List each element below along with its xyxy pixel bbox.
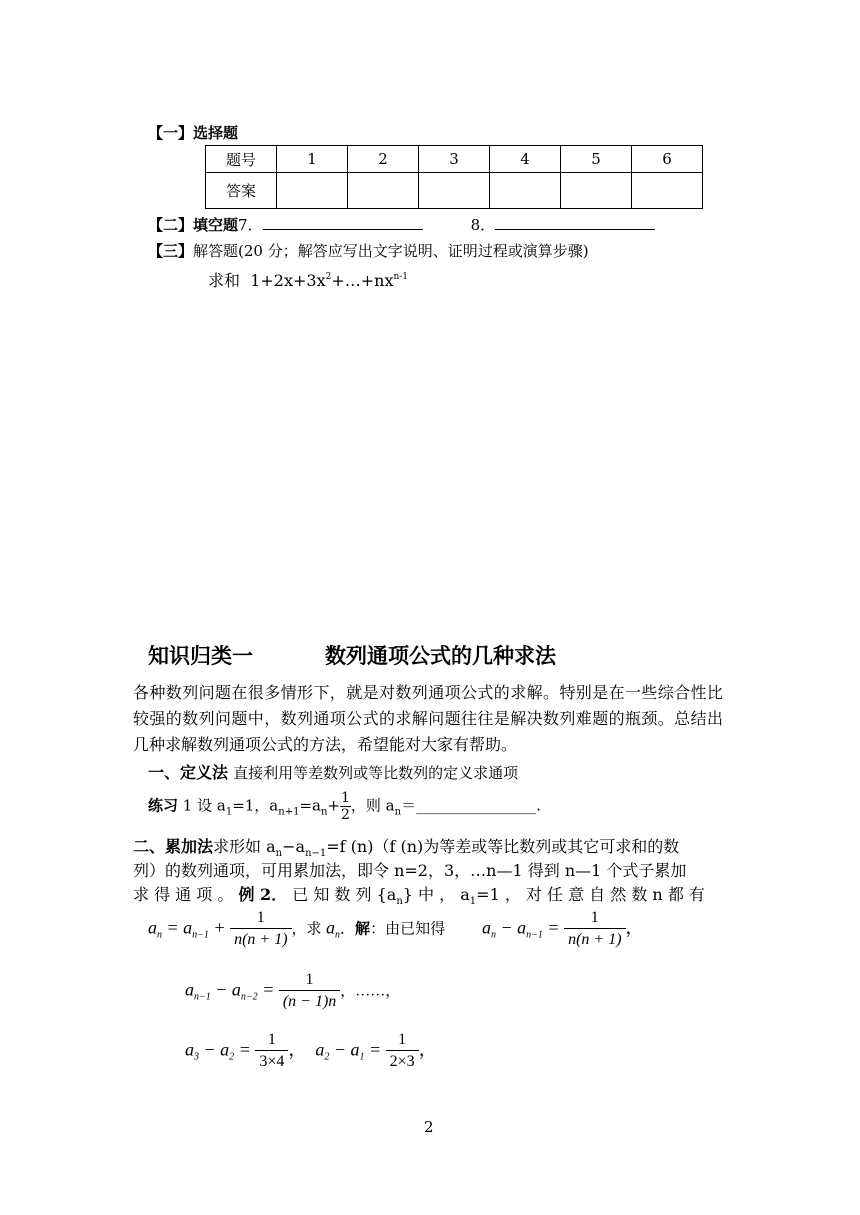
- method-two-text-5: 已 知 数 列 {a: [292, 885, 397, 904]
- eq4-num: 1: [267, 1031, 276, 1048]
- section-one-bracket: 【一】: [148, 124, 194, 142]
- section-two-bracket: 【二】: [148, 216, 194, 234]
- difference-equation-2: $a_{n-1} - a_{n-2}$ = $\frac{1}{(n - 1)n}$ ，……，: [185, 970, 400, 1013]
- exercise-text-6: ＝: [401, 796, 417, 815]
- section-three-title: 解答题(20 分；解答应写出文字说明、证明过程或演算步骤): [193, 242, 589, 260]
- exercise-text-3: =a: [299, 796, 321, 815]
- answer-cell-5[interactable]: [561, 173, 632, 209]
- eq5-den: 2×3: [386, 1050, 419, 1073]
- eq5-num: 1: [398, 1031, 407, 1048]
- answer-cell-4[interactable]: [490, 173, 561, 209]
- method-two-sub-3: n: [396, 896, 403, 907]
- eq4-den: 3×4: [255, 1050, 288, 1073]
- method-one: [148, 760, 518, 783]
- problem-sup-2: n-1: [393, 272, 409, 282]
- exercise-fraction: [340, 790, 351, 823]
- method-two-text-1: 求形如 a: [213, 837, 276, 856]
- question-number-5: 5: [561, 146, 632, 173]
- answer-table: [205, 145, 703, 209]
- blank-7-label: 7．: [238, 216, 263, 234]
- exercise-one: [148, 790, 541, 823]
- knowledge-title-left: 知识归类一: [148, 643, 253, 668]
- answer-label: 答案: [206, 173, 277, 209]
- section-one-title: 选择题: [193, 124, 239, 142]
- method-two-sub-2: n−1: [305, 848, 327, 859]
- intro-paragraph: 各种数列问题在很多情形下，就是对数列通项公式的求解。特别是在一些综合性比较强的数列问题中，数列通项公式的求解问题往往是解决数列难题的瓶颈。总结出几种求解数列通项公式的方法，希望能对大家有帮助。: [133, 683, 723, 754]
- exercise-sub-2: n+1: [278, 806, 300, 818]
- example-label: 例 2．: [238, 885, 288, 904]
- eq2-num: 1: [590, 909, 599, 926]
- problem-prefix: 求和: [208, 271, 241, 290]
- method-one-desc: 直接利用等差数列或等比数列的定义求通项: [233, 764, 519, 782]
- exercise-text-1: 1 设 a: [178, 796, 226, 815]
- method-two-text-3: =f (n)（f (n)为等差或等比数列或其它可求和的数: [326, 837, 680, 856]
- problem-expr: 1+2x+3x: [250, 271, 326, 290]
- eq2-den: n(n + 1): [564, 928, 625, 951]
- solve-label: 解: [355, 921, 371, 938]
- answer-cell-3[interactable]: [419, 173, 490, 209]
- method-two-line-3: [133, 882, 705, 907]
- blank-7-line[interactable]: [263, 215, 423, 230]
- answer-cell-6[interactable]: [632, 173, 703, 209]
- section-three-bracket: 【三】: [148, 242, 194, 260]
- exercise-frac-num: 1: [340, 790, 350, 806]
- section-two-title: 填空题: [193, 216, 239, 234]
- problem-sup-1: 2: [325, 272, 332, 282]
- method-two-text-7: =1 ， 对 任 意 自 然 数 n 都 有: [476, 885, 705, 904]
- section-two-heading: [148, 214, 655, 235]
- eq3-den: (n − 1)n: [279, 990, 340, 1013]
- question-number-2: 2: [348, 146, 419, 173]
- exercise-text-2: =1，a: [232, 796, 279, 815]
- method-two-text-4: 求 得 通 项 。: [133, 885, 234, 904]
- method-two-sub-1: n: [275, 848, 283, 859]
- section-one-heading: [148, 122, 238, 143]
- exercise-frac-den: 2: [340, 807, 350, 823]
- eq3-num: 1: [305, 971, 314, 988]
- recurrence-equation: $a_n = a_{n-1}$ + $\frac{1}{n(n + 1)}$ ，求 $a_n$．解：由已知得: [148, 908, 445, 951]
- method-two-line-1: [133, 834, 679, 859]
- exercise-end: .: [536, 796, 541, 815]
- exercise-sub-1: 1: [225, 806, 233, 818]
- eq3-dots: ，……，: [340, 983, 401, 1000]
- question-number-label: 题号: [206, 146, 277, 173]
- method-two-sub-4: 1: [469, 896, 477, 907]
- question-number-1: 1: [277, 146, 348, 173]
- page-number: 2: [424, 1118, 434, 1136]
- blank-8-label: 8．: [470, 216, 496, 234]
- difference-equation-3: $a_3 - a_2$ = $\frac{1}{3\times 4}$ ， $a_2 - a_1$ = $\frac{1}{2\times 3}$ ，: [185, 1030, 437, 1073]
- eq1-ask: ，求: [291, 921, 322, 938]
- problem-mid: +…+nx: [331, 271, 394, 290]
- method-two-line-2: 列）的数列通项，可用累加法，即令 n=2，3，…n—1 得到 n—1 个式子累加: [133, 861, 687, 880]
- knowledge-title-right: 数列通项公式的几种求法: [325, 643, 556, 668]
- eq1-num: 1: [256, 909, 265, 926]
- method-two-text-6: } 中 ， a: [402, 885, 470, 904]
- section-three-heading: [148, 240, 589, 261]
- exercise-sub-3: n: [320, 806, 328, 818]
- knowledge-title: [148, 640, 556, 670]
- exercise-text-5: ，则 a: [350, 796, 395, 815]
- method-two-title: 二、累加法: [133, 837, 214, 856]
- question-number-3: 3: [419, 146, 490, 173]
- exercise-sub-4: n: [394, 806, 402, 818]
- exercise-label: 练习: [148, 796, 179, 815]
- eq1-den: n(n + 1): [230, 928, 291, 951]
- solve-known-text: ：由已知得: [370, 921, 446, 938]
- blank-8-line[interactable]: [495, 215, 655, 230]
- answer-cell-1[interactable]: [277, 173, 348, 209]
- method-two-text-2: −a: [282, 837, 306, 856]
- question-number-4: 4: [490, 146, 561, 173]
- answer-cell-2[interactable]: [348, 173, 419, 209]
- difference-equation-1: $a_n - a_{n-1}$ = $\frac{1}{n(n + 1)}$ ，: [482, 908, 644, 951]
- question-number-6: 6: [632, 146, 703, 173]
- exercise-blank[interactable]: ________________: [416, 796, 537, 815]
- problem-statement: [208, 268, 408, 291]
- method-one-title: 一、定义法: [148, 763, 229, 782]
- exercise-text-4: +: [327, 796, 340, 815]
